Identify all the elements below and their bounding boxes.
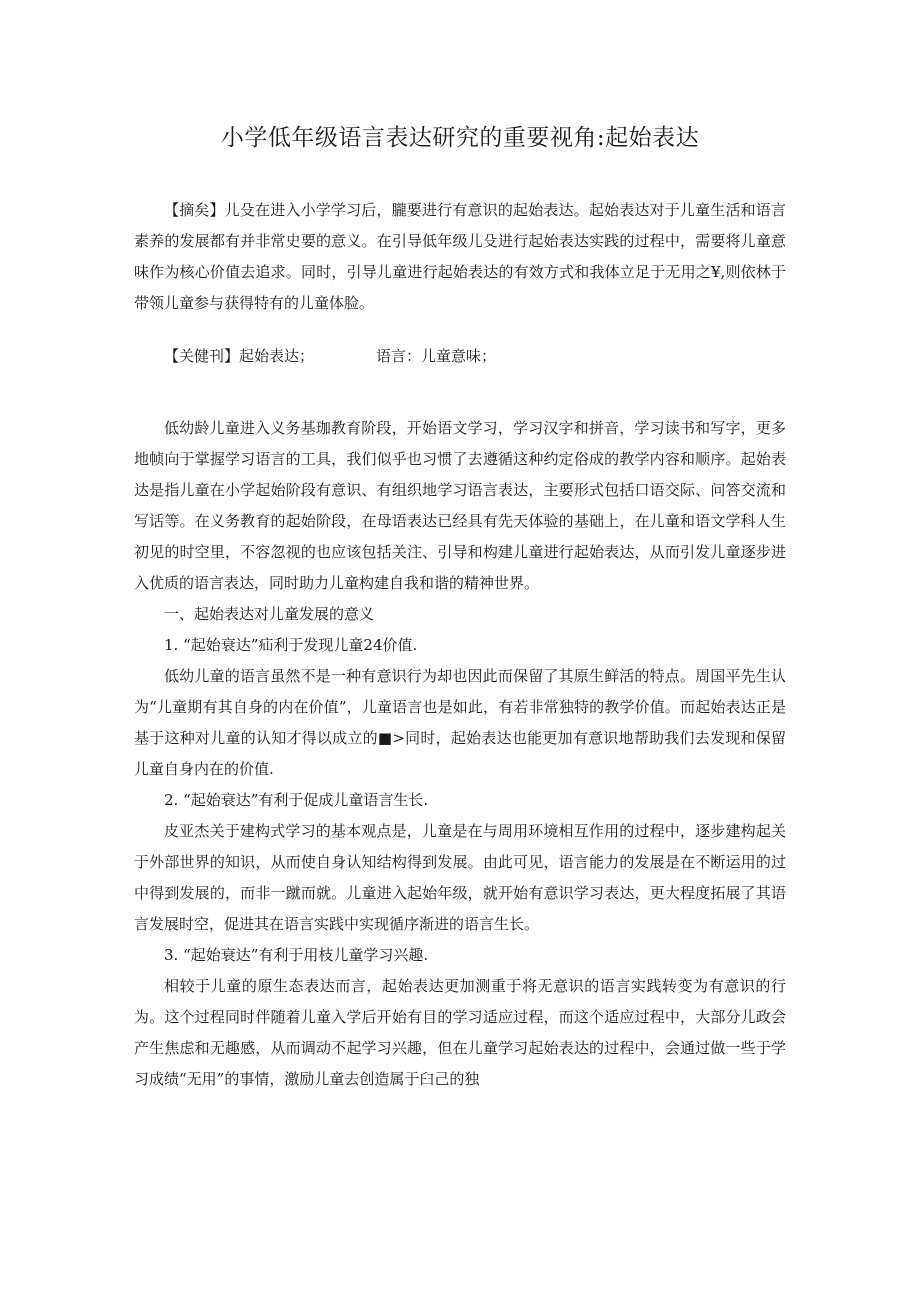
body-paragraph: 相较于儿童的原生态表达而言，起始表达更加测重于将无意识的语言实践转变为有意识的行为。这个过程同时伴随着儿童入学后开始有目的学习适应过程，而这个适应过程中，大部分儿政会产生焦虑和无趣感，从而调动不起学习兴趣，但在儿童学习起始表达的过程中，会通过做一些于学习成绩“无用”的事情，激励儿童去创造属于臼己的独 [134, 977, 786, 1088]
keywords-section [134, 341, 786, 372]
keywords-label: 【关健刊】 [164, 347, 240, 365]
body-paragraph: 低幼龄儿童进入义务基珈教育阶段，开始语文学习，学习汉字和拼音，学习读书和写字，更多地帧向于掌握学习语言的工具，我们似乎也习惯了去遵循这种约定俗成的教学内容和顺序。起始表达是指儿童在小学起始阶段有意识、有组织地学习语言表达，主要形式包括口语交际、问答交流和写话等。在义务教育的起始阶段，在母语表达已经具有先天体验的基础上，在儿童和语文学科人生初见的时空里，不容忽视的也应该包括关注、引导和构建儿童进行起始表达，从而引发儿童逐步进入优质的语言表达，同时助力儿童构建自我和谐的精神世界。 [134, 419, 786, 592]
abstract-label: 【摘矣】 [164, 201, 225, 219]
subsection-heading: 3. “起始衰达”有利于用枝儿童学习兴趣. [164, 946, 429, 964]
body-paragraph: 低幼儿童的语言虽然不是一种有意识行为却也因此而保留了其原生鲜活的特点。周国平先生认为“儿童期有其自身的内在价值”，儿童语言也是如此，有若非常独特的教学价值。而起始表达正是基于这种对儿童的认知才得以成立的■>同时，起始表达也能更加有意识地帮助我们去发现和保留儿童自身内在的价值. [134, 667, 786, 778]
subsection-heading: 2. “起始衰达”有利于促成儿童语言生长. [164, 791, 429, 809]
keywords-paragraph [134, 341, 786, 372]
abstract-paragraph [134, 195, 786, 319]
subsection-heading: 1. “起始衰达”疝利于发现儿童24价值. [164, 636, 418, 654]
abstract-text: 儿殳在进入小学学习后，朧要进行有意识的起始表达。起始表达对于儿童生活和语言素养的发展都有并非常史要的意义。在引导低年级儿殳进行起始表达实践的过程中，需要将儿童意味作为核心价值去追求。同时，引导儿童进行起始表达的有效方式和我体立足于无用之¥,则依林于带领儿童参与获得特有的儿童体脸。 [134, 201, 786, 312]
body-section [134, 413, 786, 1095]
body-paragraph: 皮亚杰关于建构式学习的基本观点是，儿童是在与周用环境相互作用的过程中，逐步建构起关于外部世界的知识，从而使自身认知结构得到发展。由此可见，语言能力的发展是在不断运用的过中得到发展的，而非一蹴而就。儿童进入起始年级，就开始有意识学习表达，更大程度拓展了其语言发展时空，促进其在语言实践中实现循序渐进的语言生长。 [134, 822, 786, 933]
keyword-2: 语言：儿童意味； [376, 347, 497, 365]
keyword-1: 起始表达； [239, 347, 315, 365]
abstract-section [134, 195, 786, 319]
document-title: 小学低年级语言表达研究的重要视角:起始表达 [220, 125, 700, 151]
section-heading: 一、起始表达对儿童发展的意义 [164, 605, 375, 623]
